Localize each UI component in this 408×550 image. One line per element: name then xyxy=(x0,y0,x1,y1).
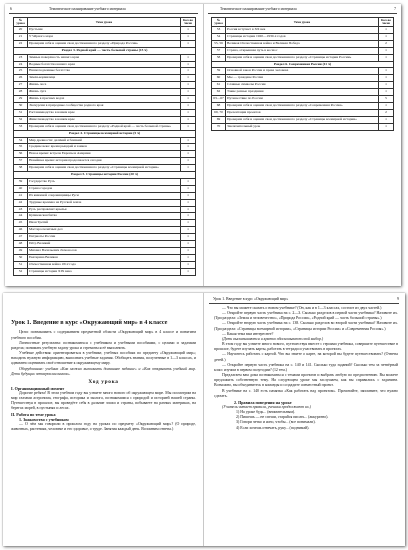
section-title-cell: Раздел 5. Страницы истории России (20 ч) xyxy=(14,172,196,179)
lesson-number-cell: 27 xyxy=(14,82,28,89)
lesson-hours-cell: 1 xyxy=(181,268,196,275)
table-row xyxy=(14,206,196,213)
column-header-hours: Кол-во часов xyxy=(181,18,196,27)
lesson-topic-cell: Мы — граждане России xyxy=(226,75,379,82)
table-row xyxy=(14,144,196,151)
lesson-hours-cell: 2 xyxy=(379,109,394,116)
table-row xyxy=(14,261,196,268)
lesson-topic-cell: Пустыни xyxy=(28,27,181,34)
lesson-topic-cell: Проверим себя и оценим свои достижения по разделу «Природа России» xyxy=(28,40,181,47)
left-page-number: 6 xyxy=(10,7,12,11)
right-paragraph: В учебнике на с. 140 есть памятка «Как работать над проектом». Прочитайте, запомните, что нужно сделать. xyxy=(214,388,398,398)
lesson-hours-cell: 1 xyxy=(181,227,196,234)
lesson-number-cell: 63—67 xyxy=(212,96,226,103)
lesson-topic-cell: Жизнь луга xyxy=(28,89,181,96)
lesson-number-cell: 61 xyxy=(212,82,226,89)
lesson-number-cell: 22 xyxy=(14,40,28,47)
lesson-topic-cell: Проверим себя и оценим свои достижения по разделу «Страницы истории России» xyxy=(226,54,379,61)
lesson-number-cell: 25 xyxy=(14,68,28,75)
table-row xyxy=(14,68,196,75)
right-text-column xyxy=(214,306,398,431)
table-row xyxy=(14,220,196,227)
lesson-topic-cell: Трудные времена на Русской земле xyxy=(28,199,181,206)
table-row xyxy=(212,27,394,34)
table-spread-page xyxy=(5,4,401,286)
lesson-hours-cell: 1 xyxy=(181,178,196,185)
lesson-hours-cell: 1 xyxy=(379,116,394,123)
right-page-number: 9 xyxy=(397,297,399,301)
lesson-number-cell: 58 xyxy=(212,54,226,61)
lesson-number-cell: 46 xyxy=(14,227,28,234)
right-paragraph: 1) На уроке будь... (внимательным). xyxy=(236,410,296,415)
lesson-number-cell: 51 xyxy=(14,261,28,268)
table-row xyxy=(14,89,196,96)
lesson-hours-cell: 1 xyxy=(181,75,196,82)
lesson-number-cell: 41 xyxy=(14,192,28,199)
lesson-hours-cell: 1 xyxy=(181,192,196,199)
lesson-topic-cell: Михаил Васильевич Ломоносов xyxy=(28,248,181,255)
lesson-hours-cell: 1 xyxy=(181,261,196,268)
lesson-number-cell: 55, 56 xyxy=(212,40,226,47)
table-row xyxy=(14,241,196,248)
lesson-hours-cell: 1 xyxy=(181,213,196,220)
lesson-number-cell: 43 xyxy=(14,206,28,213)
lesson-number-cell: 24 xyxy=(14,61,28,68)
lesson-hours-cell: 1 xyxy=(181,27,196,34)
lesson-topic-cell: Жизнь леса xyxy=(28,82,181,89)
lesson-number-cell: 70 xyxy=(212,123,226,130)
table-row xyxy=(212,96,394,103)
lesson-number-cell: 47 xyxy=(14,234,28,241)
subsection-heading: 1. Знакомство с учебником xyxy=(19,416,69,422)
lesson-results-paragraph: Личностные результаты: познакомиться с учебником и учебными пособиями, с целями и задачами раздела; понимать учебную задачу урока и стремиться её выполнить. xyxy=(11,340,196,350)
lesson-number-cell: 68 xyxy=(212,102,226,109)
right-paragraph: — Научитесь работать с картой. Что вы знаете о карте, на которой вы будете путешествовать? (Ответы детей.) xyxy=(214,352,398,362)
right-paragraph: (Дети высказываются и кратко обосновывают свой выбор.) xyxy=(222,336,324,341)
section-title-cell: Раздел 6. Современная Россия (11 ч) xyxy=(212,61,394,68)
lesson-topic-cell: Земля-кормилица xyxy=(28,75,181,82)
lesson-topic-cell: Средние века: время рыцарей и замков xyxy=(28,144,181,151)
lesson-hours-cell: 1 xyxy=(379,102,394,109)
lesson-hours-cell: 1 xyxy=(379,47,394,54)
section-title-cell: Раздел 4. Страницы всемирной истории (5 ч) xyxy=(14,130,196,137)
lesson-topic-cell: Проверим себя и оценим свои достижения по разделу «Современная Россия» xyxy=(226,102,379,109)
lesson-number-cell: 45 xyxy=(14,220,28,227)
lesson-topic-cell: У Чёрного моря xyxy=(28,33,181,40)
lesson-number-cell: 59 xyxy=(212,68,226,75)
lesson-topic-cell: Мастера печатных дел xyxy=(28,227,181,234)
table-row xyxy=(212,82,394,89)
lesson-course-heading: Ход урока xyxy=(88,378,119,385)
lesson-topic-cell: Страницы истории 1920—1930-х годов xyxy=(226,33,379,40)
lesson-number-cell: 21 xyxy=(14,33,28,40)
lesson-topic-cell: Государство Русь xyxy=(28,178,181,185)
lesson-number-cell: 31 xyxy=(14,109,28,116)
lesson-hours-cell: 1 xyxy=(181,206,196,213)
table-row xyxy=(14,123,196,130)
lesson-topic-cell: Пётр Великий xyxy=(28,241,181,248)
lesson-hours-cell: 1 xyxy=(379,27,394,34)
lesson-number-cell: 42 xyxy=(14,199,28,206)
table-row xyxy=(14,151,196,158)
lesson-hours-cell: 1 xyxy=(181,61,196,68)
lesson-title: Урок 1. Введение в курс «Окружающий мир» в 4 классе xyxy=(11,319,168,326)
lesson-topic-cell: Презентация проектов xyxy=(226,109,379,116)
lesson-topic-cell: Из книжной сокровищницы Руси xyxy=(28,192,181,199)
lesson-number-cell: 34 xyxy=(14,137,28,144)
right-paragraph: (Учитель читает правила, ученики продолжают их.) xyxy=(222,405,311,410)
table-row xyxy=(14,40,196,47)
lesson-topic-cell: Россия вступает в XX век xyxy=(226,27,379,34)
lesson-hours-cell: 1 xyxy=(181,234,196,241)
lesson-topic-cell: Животноводство в нашем крае xyxy=(28,116,181,123)
lesson-hours-cell: 1 xyxy=(181,102,196,109)
lesson-number-cell: 54 xyxy=(212,33,226,40)
lesson-hours-cell: 1 xyxy=(181,220,196,227)
section-title-cell: Раздел 3. Родной край — часть большой страны (15 ч) xyxy=(14,47,196,54)
lesson-topic-cell: Земные поверхность нашего края xyxy=(28,54,181,61)
table-row xyxy=(14,116,196,123)
table-section-row xyxy=(14,47,196,54)
lesson-number-cell: 48 xyxy=(14,241,28,248)
right-running-header: Тематическое планирование учебного материала xyxy=(220,7,297,11)
table-row xyxy=(212,102,394,109)
table-row xyxy=(14,102,196,109)
lesson-number-cell: 53 xyxy=(212,27,226,34)
right-paragraph: — Откройте первую часть учебника на с. 2—3. Сколько разделов в первой части учебника? Назовите их. (Три раздела: «Земля и человечество», «Природа России», «Родной край — часть большой страны».) xyxy=(214,311,398,321)
table-row xyxy=(14,61,196,68)
lesson-number-cell: 38 xyxy=(14,165,28,172)
lesson-hours-cell: 2 xyxy=(379,40,394,47)
column-header-hours: Кол-во часов xyxy=(379,18,394,27)
lesson-number-cell: 37 xyxy=(14,158,28,165)
lesson-topic-cell: Такие разные праздники xyxy=(226,89,379,96)
lesson-hours-cell: 1 xyxy=(181,158,196,165)
lesson-number-cell: 30 xyxy=(14,102,28,109)
lesson-number-cell: 62 xyxy=(212,89,226,96)
lesson-hours-cell: 1 xyxy=(181,248,196,255)
lesson-hours-cell: 1 xyxy=(181,199,196,206)
lesson-topic-cell: Новейшее время: история продолжается сегодня xyxy=(28,158,181,165)
table-row xyxy=(14,254,196,261)
table-row xyxy=(212,123,394,130)
lesson-number-cell: 49 xyxy=(14,248,28,255)
lesson-plan-table-left xyxy=(13,17,196,276)
lesson-topic-cell: Великая Отечественная война и Великая Победа xyxy=(226,40,379,47)
lesson-hours-cell: 1 xyxy=(379,89,394,96)
lesson-hours-cell: 1 xyxy=(379,68,394,75)
lesson-number-cell: 50 xyxy=(14,254,28,261)
lesson-topic-cell: Патриоты России xyxy=(28,234,181,241)
right-paragraph: — Откройте вторую часть учебника на с. 138. Сколько разделов во второй части учебника? Назовите их. (Три раздела: «Страницы всемирной истории», «Страницы истории России» и «Современная Россия».) xyxy=(214,321,398,331)
lesson-topic-cell: Проверим себя и оценим свои достижения по разделу «Страницы всемирной истории» xyxy=(28,165,181,172)
lesson-number-cell: 20 xyxy=(14,27,28,34)
lesson-topic-cell: Жизнь в пресных водах xyxy=(28,96,181,103)
lesson-number-cell: 52 xyxy=(14,268,28,275)
lesson-topic-cell: Мир древности: далёкий и близкий xyxy=(28,137,181,144)
table-section-row xyxy=(14,172,196,179)
lesson-number-cell: 69, 70 xyxy=(212,109,226,116)
table-row xyxy=(14,192,196,199)
column-header-num: № урока xyxy=(14,18,28,27)
column-header-num: № урока xyxy=(212,18,226,27)
table-row xyxy=(14,268,196,275)
lesson-topic-cell: Екатерина Великая xyxy=(28,254,181,261)
lesson-topic-cell: Иван Третий xyxy=(28,220,181,227)
lesson-topic-cell: Страна городов xyxy=(28,185,181,192)
table-row xyxy=(14,248,196,255)
lesson-hours-cell: 1 xyxy=(181,151,196,158)
table-row xyxy=(14,185,196,192)
column-header-topic: Тема урока xyxy=(226,18,379,27)
lesson-hours-cell: 1 xyxy=(181,165,196,172)
lesson-plan-table-right xyxy=(211,17,394,131)
table-section-row xyxy=(14,130,196,137)
lesson-topic-cell: Новое время: встреча Европы и Америки xyxy=(28,151,181,158)
right-paragraph: — Откройте первую часть учебника на с. 140 и 141. Сколько туда заданий? Сколько тем за четвёртый класс изучим в первом полугодии? (12 тем.) xyxy=(214,362,398,372)
table-row xyxy=(14,33,196,40)
lesson-hours-cell: 1 xyxy=(181,68,196,75)
lesson-topic-cell: Основной закон России и права человека xyxy=(226,68,379,75)
lesson-hours-cell: 1 xyxy=(181,54,196,61)
lesson-topic-cell: Заключительный урок xyxy=(226,123,379,130)
lesson-hours-cell: 1 xyxy=(181,116,196,123)
lesson-topic-cell: Страна, открывшая путь в космос xyxy=(226,47,379,54)
page-spine xyxy=(203,293,204,546)
table-row xyxy=(212,68,394,75)
lesson-topic-cell: Страницы истории XIX века xyxy=(28,268,181,275)
lesson-hours-cell: 1 xyxy=(181,123,196,130)
table-row xyxy=(14,158,196,165)
right-paragraph: 2) Пишешь — не спеши, старайся писать... (аккуратно). xyxy=(236,415,329,420)
lesson-equipment-paragraph: Оборудование: учебник «Как можно выполнить домашнее задание» и «Как открывать учебный мир. Дети будущих четвероклассников». xyxy=(11,366,196,376)
lesson-topic-cell: Растениеводство в нашем крае xyxy=(28,109,181,116)
header-rule xyxy=(9,13,198,14)
lesson-aims-paragraph: Цели: познакомить с содержанием предметной области «Окружающий мир» в 4 классе и понятием учебного пособия. xyxy=(11,330,196,340)
lesson-number-cell: 23 xyxy=(14,54,28,61)
lesson-topic-cell: Путешествие по России xyxy=(226,96,379,103)
right-paragraph: Предлагаем вам дома познакомиться с темами проектов и выбрать любую по предпочтению. Вы можете предложить собственную тему. На следующем уроке мы заслушаем, как вы справились с заданием. Возможно, вы объединитесь в команды и создадите совместный проект. xyxy=(214,373,398,388)
lesson-hours-cell: 5 xyxy=(379,96,394,103)
table-row xyxy=(14,227,196,234)
table-row xyxy=(212,75,394,82)
left-running-header: Тематическое планирование учебного материала xyxy=(49,7,126,11)
lesson-hours-cell: 1 xyxy=(379,54,394,61)
right-paragraph: 3) Говори четко и ясно, чтобы... (все понимали). xyxy=(236,420,316,425)
lesson-hours-cell: 1 xyxy=(181,33,196,40)
right-page-number: 7 xyxy=(394,7,396,11)
section-heading: I. Организационный момент xyxy=(11,385,65,391)
lesson-number-cell: 39 xyxy=(14,178,28,185)
table-row xyxy=(212,47,394,54)
section-paragraph: Дорогие ребята! В этом учебном году вы узнаете много нового об окружающем мире. Мы посмотрим на мир глазами астронома, географа, историка и эколога, познакомимся с природой и историей нашей страны. Путешествуя в прошлое, вы проведёте себя в дальние эпохи и страны, побываете на разных материках, на берегах морей, в пустынях и лесах. xyxy=(11,391,196,411)
lesson-number-cell: 57 xyxy=(212,47,226,54)
lesson-topic-cell: Русь расправляет крылья xyxy=(28,206,181,213)
table-row xyxy=(212,116,394,123)
table-row xyxy=(14,213,196,220)
left-text-column xyxy=(11,319,196,432)
lesson-hours-cell: 1 xyxy=(181,144,196,151)
lesson-topic-cell: Экскурсии в природные сообщества родного края xyxy=(28,102,181,109)
lesson-topic-cell: Куликовская битва xyxy=(28,213,181,220)
lesson-topic-cell: Славные символы России xyxy=(226,82,379,89)
lesson-topic-cell: Наши подземные богатства xyxy=(28,68,181,75)
lesson-number-cell: 32 xyxy=(14,116,28,123)
lesson-spread-page xyxy=(3,293,405,546)
table-row xyxy=(14,199,196,206)
table-row xyxy=(212,40,394,47)
lesson-topic-cell: Проверим себя и оценим свои достижения по разделу «Страницы всемирной истории» xyxy=(226,116,379,123)
table-row xyxy=(14,178,196,185)
lesson-number-cell: 29 xyxy=(14,96,28,103)
lesson-hours-cell: 1 xyxy=(181,109,196,116)
lesson-hours-cell: 1 xyxy=(379,82,394,89)
header-rule xyxy=(209,303,399,304)
lesson-hours-cell: 1 xyxy=(181,137,196,144)
lesson-number-cell: 60 xyxy=(212,75,226,82)
lesson-number-cell: 33 xyxy=(14,123,28,130)
table-row xyxy=(14,82,196,89)
table-row xyxy=(212,33,394,40)
right-paragraph: — Какая тема вам интереснее? xyxy=(222,331,274,336)
table-row xyxy=(14,54,196,61)
table-row xyxy=(212,89,394,96)
lesson-hours-cell: 1 xyxy=(181,254,196,261)
table-row xyxy=(14,96,196,103)
header-rule xyxy=(208,13,397,14)
table-row xyxy=(212,109,394,116)
column-header-topic: Тема урока xyxy=(28,18,181,27)
right-paragraph: В этом году вы узнаете много нового, путешествуя вместе с героями учебника, совершите путешествие в прошлое, будете изучать карты, работать в тетради и участвовать в проектах. xyxy=(214,342,398,352)
right-paragraph: — Что вы можете сказать о новом учебнике? (Он, как и в 1—3 классах, состоит из двух частей.) xyxy=(222,306,382,310)
lesson-topic-cell: Проверим себя и оценим свои достижения по разделу «Родной край — часть большой страны» xyxy=(28,123,181,130)
table-row xyxy=(14,75,196,82)
lesson-hours-cell: 1 xyxy=(181,89,196,96)
lesson-number-cell: 26 xyxy=(14,75,28,82)
lesson-number-cell: 40 xyxy=(14,185,28,192)
section-paragraph: — О чём мы говорили в прошлом году на уроках по предмету «Окружающий мир»? (О природе, животных, растениях, человеке и его здоровье, о труде. Занятия каждый день. Вспомним ответы.) xyxy=(11,422,196,432)
table-row xyxy=(14,109,196,116)
lesson-hours-cell: 1 xyxy=(181,241,196,248)
lesson-hours-cell: 1 xyxy=(181,40,196,47)
page-spine xyxy=(203,4,204,286)
right-paragraph: 2. Правила поведения на уроке xyxy=(234,399,292,405)
lesson-topic-cell: Отечественная война 1812 года xyxy=(28,261,181,268)
lesson-hours-cell: 1 xyxy=(181,82,196,89)
lesson-hours-cell: 1 xyxy=(379,33,394,40)
lesson-actions-paragraph: Учебные действия: ориентироваться в учебнике, учебных пособиях по предмету «Окружающий мир»; находить нужную информацию, выполнять учебные задания. Обобщать знания, полученные в 1—3 классах, и адекватно оценивать своё отношение к окружающему миру. xyxy=(11,351,196,366)
table-row xyxy=(14,165,196,172)
lesson-number-cell: 35 xyxy=(14,144,28,151)
lesson-topic-cell: Водные богатства нашего края xyxy=(28,61,181,68)
table-row xyxy=(14,234,196,241)
table-row xyxy=(212,54,394,61)
lesson-hours-cell: 1 xyxy=(181,96,196,103)
lesson-number-cell: 36 xyxy=(14,151,28,158)
lesson-hours-cell: 1 xyxy=(379,75,394,82)
section-heading: II. Работа по теме урока xyxy=(11,411,56,417)
lesson-number-cell: 69 xyxy=(212,116,226,123)
right-paragraph: 4) Если хочешь отвечать, руку... (поднимай). xyxy=(236,425,310,430)
table-row xyxy=(14,27,196,34)
lesson-hours-cell: 1 xyxy=(181,185,196,192)
lesson-number-cell: 28 xyxy=(14,89,28,96)
table-row xyxy=(14,137,196,144)
lesson-number-cell: 44 xyxy=(14,213,28,220)
right-running-header: Урок 1. Введение в курс «Окружающий мир» xyxy=(213,297,289,301)
table-section-row xyxy=(212,61,394,68)
lesson-hours-cell: 1 xyxy=(379,123,394,130)
